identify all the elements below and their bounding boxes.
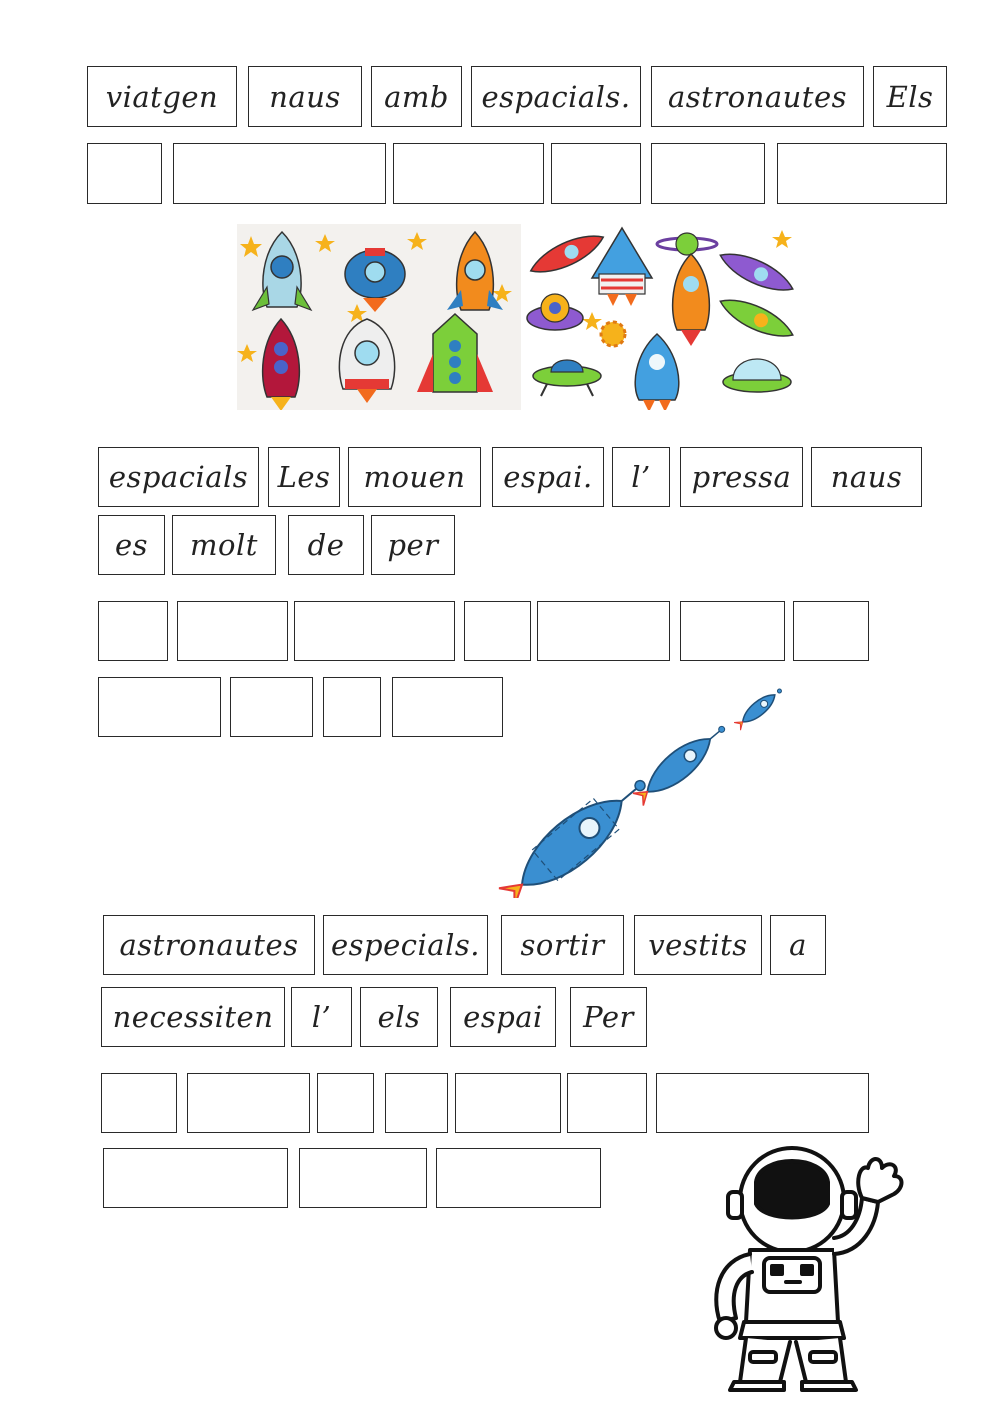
answer-slot[interactable] — [651, 143, 765, 204]
word-tile[interactable]: l’ — [291, 987, 352, 1047]
word-tile[interactable]: espai — [450, 987, 556, 1047]
word-tile[interactable]: per — [371, 515, 455, 575]
answer-slot[interactable] — [385, 1073, 448, 1133]
answer-slot[interactable] — [317, 1073, 374, 1133]
rockets-collage-icon — [237, 224, 797, 410]
answer-slot[interactable] — [567, 1073, 647, 1133]
answer-slot[interactable] — [537, 601, 670, 661]
answer-slot[interactable] — [87, 143, 162, 204]
answer-slot[interactable] — [436, 1148, 601, 1208]
word-tile[interactable]: de — [288, 515, 364, 575]
answer-slot[interactable] — [393, 143, 544, 204]
word-tile[interactable]: Les — [268, 447, 340, 507]
word-tile[interactable]: a — [770, 915, 826, 975]
word-tile[interactable]: mouen — [348, 447, 481, 507]
answer-slot[interactable] — [656, 1073, 869, 1133]
word-tile[interactable]: els — [360, 987, 438, 1047]
answer-slot[interactable] — [187, 1073, 310, 1133]
flying-rockets-icon — [488, 686, 788, 898]
answer-slot[interactable] — [793, 601, 869, 661]
word-tile[interactable]: amb — [371, 66, 462, 127]
answer-slot[interactable] — [101, 1073, 177, 1133]
answer-slot[interactable] — [294, 601, 455, 661]
answer-slot[interactable] — [680, 601, 785, 661]
word-tile[interactable]: necessiten — [101, 987, 285, 1047]
word-tile[interactable]: espacials — [98, 447, 259, 507]
word-tile[interactable]: astronautes — [103, 915, 315, 975]
word-tile[interactable]: espacials. — [471, 66, 641, 127]
answer-slot[interactable] — [299, 1148, 427, 1208]
answer-slot[interactable] — [230, 677, 313, 737]
word-tile[interactable]: naus — [248, 66, 362, 127]
word-tile[interactable]: Per — [570, 987, 647, 1047]
answer-slot[interactable] — [323, 677, 381, 737]
word-tile[interactable]: naus — [811, 447, 922, 507]
word-tile[interactable]: viatgen — [87, 66, 237, 127]
answer-slot[interactable] — [177, 601, 288, 661]
answer-slot[interactable] — [98, 601, 168, 661]
word-tile[interactable]: l’ — [612, 447, 670, 507]
word-tile[interactable]: astronautes — [651, 66, 864, 127]
answer-slot[interactable] — [392, 677, 503, 737]
word-tile[interactable]: Els — [873, 66, 947, 127]
answer-slot[interactable] — [103, 1148, 288, 1208]
word-tile[interactable]: vestits — [634, 915, 762, 975]
word-tile[interactable]: especials. — [323, 915, 488, 975]
astronaut-icon — [700, 1142, 915, 1392]
word-tile[interactable]: sortir — [501, 915, 624, 975]
word-tile[interactable]: molt — [172, 515, 276, 575]
word-tile[interactable]: pressa — [680, 447, 803, 507]
answer-slot[interactable] — [777, 143, 947, 204]
answer-slot[interactable] — [173, 143, 386, 204]
answer-slot[interactable] — [464, 601, 531, 661]
word-tile[interactable]: es — [98, 515, 165, 575]
answer-slot[interactable] — [98, 677, 221, 737]
answer-slot[interactable] — [455, 1073, 561, 1133]
word-tile[interactable]: espai. — [492, 447, 604, 507]
answer-slot[interactable] — [551, 143, 641, 204]
